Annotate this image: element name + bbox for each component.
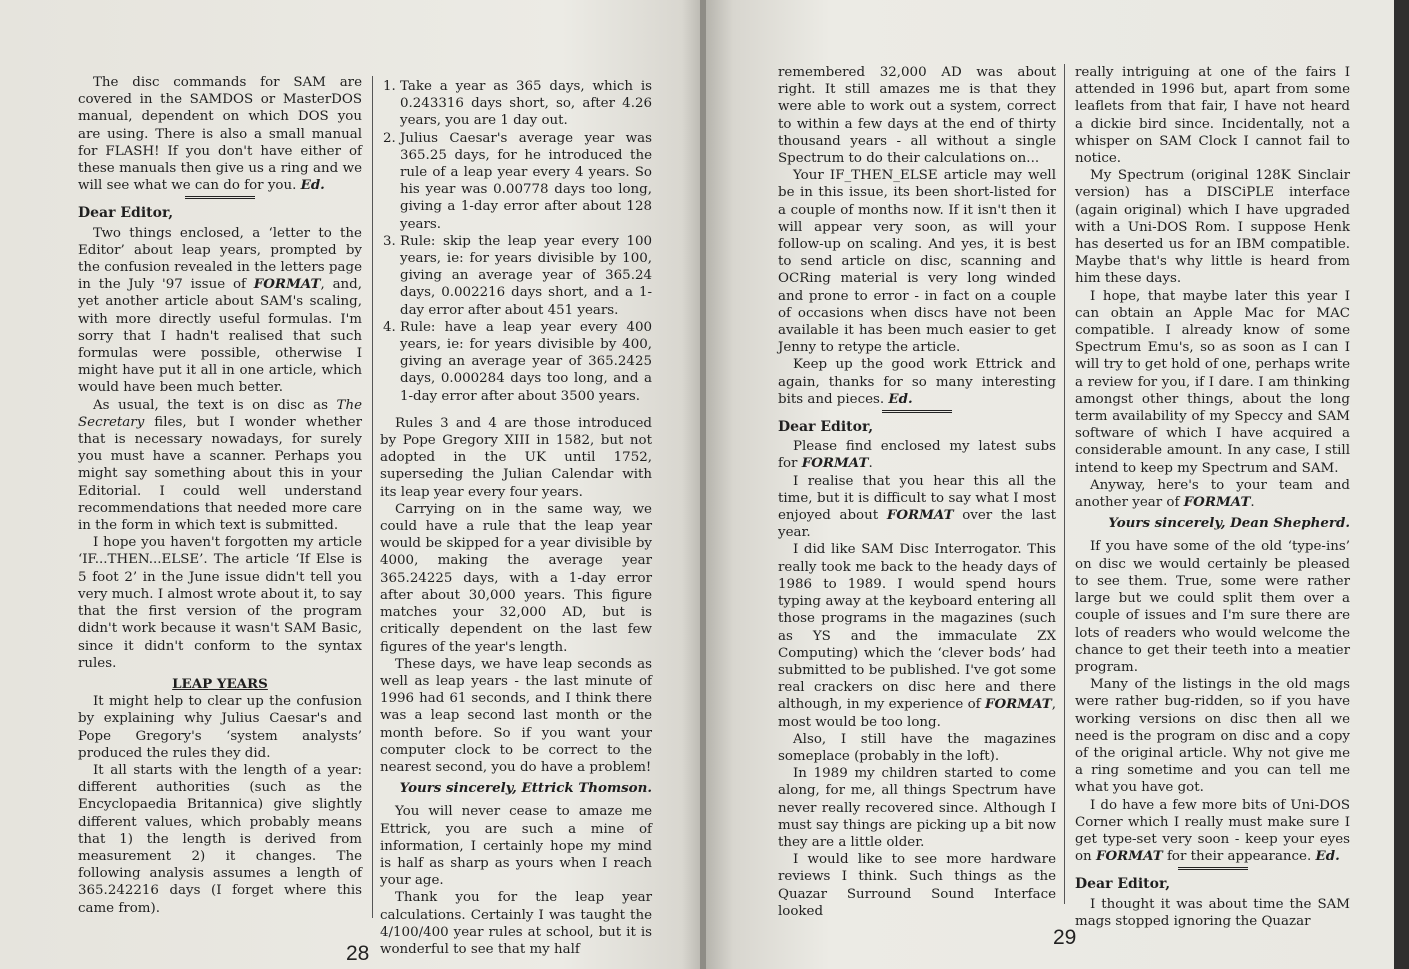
paragraph: Carrying on in the same way, we could have a rule that the leap year would be skipped for a year divisible by 4000, making the average year 365.24225 days, with a 1-day error after about 30,000 years. This figure matches your 32,000 AD, but is critically dependent on the last few figures of the year's length. xyxy=(380,501,652,655)
paragraph: These days, we have leap seconds as well as leap years - the last minute of 1996 had 61 seconds, and I think there was a leap second last month or the month before. So if you want your computer clock to be correct to the nearest second, you do have a problem! xyxy=(380,656,652,775)
paragraph: Many of the listings in the old mags were rather bug-ridden, so if you have working versions on disc then all we need is the program on disc and a copy of the original article. Why not give me a ring sometime and you can tell me what you have got. xyxy=(1075,677,1350,796)
letter-heading: Dear Editor, xyxy=(78,205,174,222)
paragraph: Keep up the good work Ettrick and again, thanks for so many interesting bits and pieces. Ed. xyxy=(778,357,1056,407)
paragraph: Your IF_THEN_ELSE article may well be in this issue, its been short-listed for a couple of months now. If it isn't then it will appear very soon, as will your follow-up on scaling. And yes, it is best to send article on disc, scanning and OCRing material is very long winded and prone to error - in fact on a couple of occasions when discs have not been available it has been much easier to get Jenny to retype the article. xyxy=(778,168,1056,356)
paragraph: Please find enclosed my latest subs for FORMAT. xyxy=(778,439,1056,472)
paragraph: Rules 3 and 4 are those introduced by Pope Gregory XIII in 1582, but not adopted in the UK until 1752, superseding the Julian Calendar with its leap year every four years. xyxy=(380,415,652,500)
paragraph: really intriguing at one of the fairs I attended in 1996 but, apart from some leaflets from that fair, I have not heard a dickie bird since. Incidentally, not a whisper on SAM Clock I cannot fail to notice. xyxy=(1075,65,1350,167)
section-divider xyxy=(882,410,952,413)
paragraph: remembered 32,000 AD was about right. It still amazes me is that they were able to work out a system, correct to within a few days at the end of thirty thousand years - all without a single Spectrum to do their calculations on... xyxy=(778,65,1056,167)
list-item: 1. Take a year as 365 days, which is 0.243316 days short, so, after 4.26 years, you are 1 day out. xyxy=(400,78,652,130)
rules-list xyxy=(380,78,652,405)
list-item: 4. Rule: have a leap year every 400 years, ie: for years divisible by 400, giving an average year of 365.2425 days, 0.000284 days too long, and a 1-day error after about 3500 years. xyxy=(400,319,652,405)
paragraph: As usual, the text is on disc as The Secretary files, but I wonder whether that is necessary nowadays, for surely you must have a scanner. Perhaps you might say something about this in your Editorial. I could well understand recommendations that needed more care in the form in which text is submitted. xyxy=(78,397,362,534)
letter-heading: Dear Editor, xyxy=(1075,876,1171,893)
paragraph: In 1989 my children started to come along, for me, all things Spectrum have never really recovered since. Although I must say things are picking up a bit now they are a little older. xyxy=(778,766,1056,850)
paragraph: If you have some of the old ‘type-ins’ on disc we would certainly be pleased to see them. True, some were rather large but we could split them over a couple of issues and I'm sure there are lots of readers who would welcome the chance to get their teeth into a meatier program. xyxy=(1075,539,1350,675)
column-rule xyxy=(372,76,373,918)
right-column-1 xyxy=(778,64,1056,920)
section-divider xyxy=(185,196,255,199)
paragraph: I thought it was about time the SAM mags stopped ignoring the Quazar xyxy=(1075,896,1350,929)
right-column-2 xyxy=(1075,64,1350,930)
page-number: 28 xyxy=(346,942,370,965)
paragraph: I did like SAM Disc Interrogator. This really took me back to the heady days of 1986 to 1989. I would spend hours typing away at the keyboard entering all those programs in the magazines (such as YS and the immaculate ZX Computing) which the ‘clever bods’ had submitted to be published. I've got some real crackers on disc here and there although, in my experience of FORMAT, most would be too long. xyxy=(778,542,1056,730)
paragraph: My Spectrum (original 128K Sinclair version) has a DISCiPLE interface (again original) which I have upgraded with a Uni-DOS Rom. I suppose Henk has deserted us for an IBM compatible. Maybe that's why little is heard from him these days. xyxy=(1075,168,1350,287)
signature: Yours sincerely, Dean Shepherd. xyxy=(1108,515,1350,532)
column-rule xyxy=(1064,64,1065,904)
paragraph: I would like to see more hardware reviews I think. Such things as the Quazar Surround Sound Interface looked xyxy=(778,852,1056,919)
paragraph: I hope, that maybe later this year I can obtain an Apple Mac for MAC compatible. I already know of some Spectrum Emu's, so as soon as I can I will try to get hold of one, perhaps write a review for you, if I dare. I am thinking amongst other things, about the long term availability of my Speccy and SAM software of which I have acquired a considerable amount. In any case, I still intend to keep my Spectrum and SAM. xyxy=(1075,288,1350,476)
list-item: 3. Rule: skip the leap year every 100 years, ie: for years divisible by 100, giving an average year of 365.24 days, 0.002216 days short, and a 1-day error after about 451 years. xyxy=(400,233,652,319)
section-heading: LEAP YEARS xyxy=(172,675,268,692)
section-divider xyxy=(1178,867,1248,870)
paragraph: It all starts with the length of a year: different authorities (such as the Encyclopaedia Britannica) give slightly different values, which probably means that 1) the length is derived from measurement 2) it changes. The following analysis assumes a length of 365.242216 days (I forget where this came from). xyxy=(78,762,362,916)
list-item: 2. Julius Caesar's average year was 365.25 days, for he introduced the rule of a leap year every 4 years. So his year was 0.00778 days too long, giving a 1-day error after about 128 years. xyxy=(400,130,652,233)
right-page xyxy=(706,0,1394,969)
paragraph: I do have a few more bits of Uni-DOS Corner which I really must make sure I get type-set very soon - keep your eyes on FORMAT for their appearance. Ed. xyxy=(1075,797,1350,865)
paragraph: Two things enclosed, a ‘letter to the Editor’ about leap years, prompted by the confusion revealed in the letters page in the July '97 issue of FORMAT, and, yet another article about SAM's scaling, with more directly useful formulas. I'm sorry that I hadn't realised that such formulas were possible, otherwise I might have put it all in one article, which would have been much better. xyxy=(78,225,363,396)
signature: Yours sincerely, Ettrick Thomson. xyxy=(399,780,652,797)
paragraph: You will never cease to amaze me Ettrick, you are such a mine of information, I certainly hope my mind is half as sharp as yours when I reach your age. xyxy=(380,804,652,889)
paragraph: Anyway, here's to your team and another year of FORMAT. xyxy=(1075,477,1350,511)
paragraph: Thank you for the leap year calculations. Certainly I was taught the 4/100/400 year rules at school, but it is wonderful to see that my half xyxy=(380,890,652,957)
paragraph: I realise that you hear this all the time, but it is difficult to say what I most enjoyed about FORMAT over the last year. xyxy=(778,473,1056,541)
left-column-1 xyxy=(78,74,362,917)
letter-heading: Dear Editor, xyxy=(778,419,874,436)
paragraph: Also, I still have the magazines someplace (probably in the loft). xyxy=(778,731,1056,764)
left-page xyxy=(0,0,703,969)
page-number: 29 xyxy=(1053,926,1077,949)
paragraph: I hope you haven't forgotten my article ‘IF...THEN...ELSE’. The article ‘If Else is 5 foot 2’ in the June issue didn't tell you very much. I almost wrote about it, to say that the first version of the program didn't work because it wasn't SAM Basic, since it didn't conform to the syntax rules. xyxy=(78,535,362,671)
background-edge xyxy=(1394,0,1409,969)
paragraph: It might help to clear up the confusion by explaining why Julius Caesar's and Pope Gregory's ‘system analysts’ produced the rules they did. xyxy=(78,694,362,761)
paragraph: The disc commands for SAM are covered in the SAMDOS or MasterDOS manual, dependent on which DOS you are using. There is also a small manual for FLASH! If you don't have either of these manuals then give us a ring and we will see what we can do for you. Ed. xyxy=(78,75,362,194)
left-column-2 xyxy=(380,78,652,958)
